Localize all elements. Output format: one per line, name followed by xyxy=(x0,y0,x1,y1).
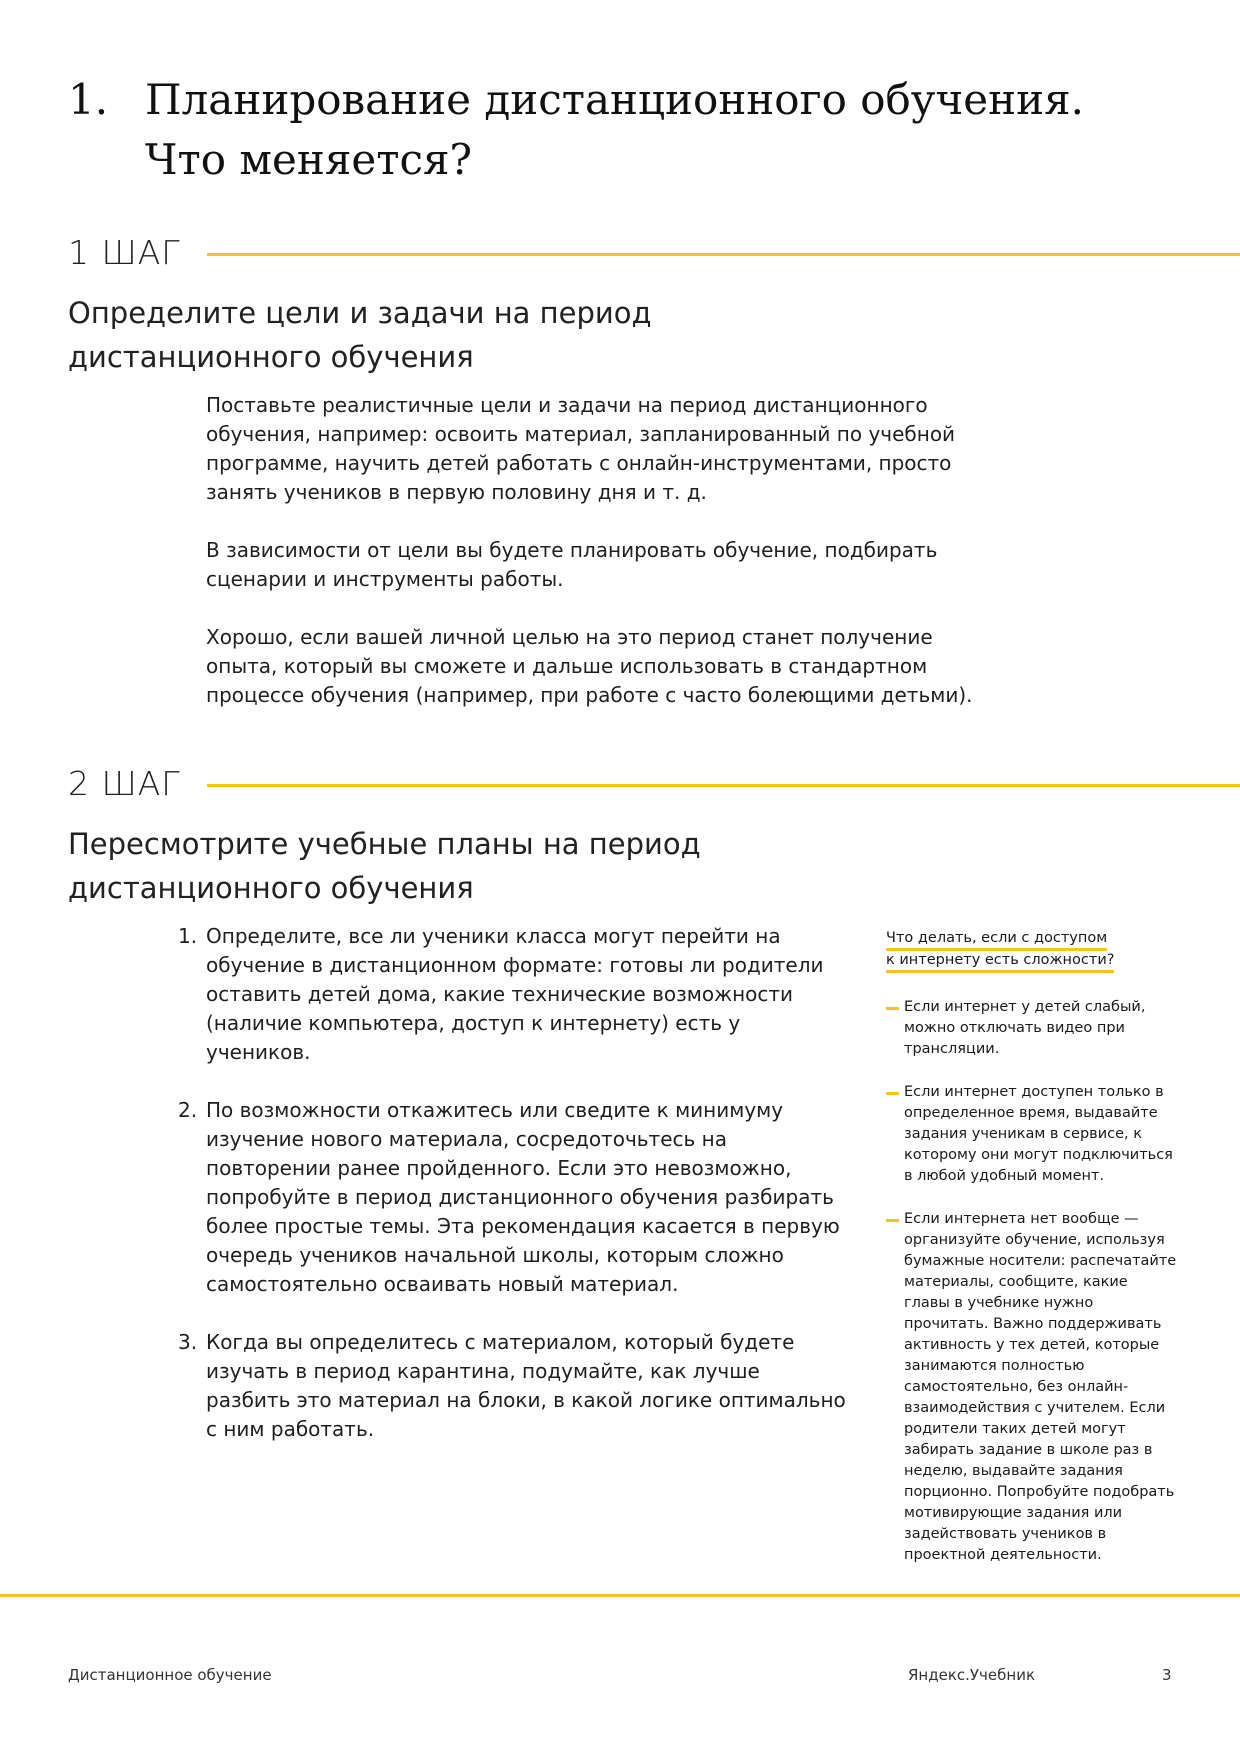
step-2-label: 2 ШАГ xyxy=(68,764,181,803)
list-item-text: Определите, все ли ученики класса могут перейти на обучение в дистанционном формате: готовы ли родители оставить детей дома, какие технические возможности (наличие компьютера, доступ к интернету) есть у учеников. xyxy=(206,924,824,1064)
step-1-body xyxy=(206,391,996,710)
footer-doc-title: Дистанционное обучение xyxy=(68,1666,272,1684)
step-1-heading: Определите цели и задачи на период дистанционного обучения xyxy=(68,296,652,374)
list-item-text: Когда вы определитесь с материалом, который будете изучать в период карантина, подумайте, как лучше разбить это материал на блоки, в какой логике оптимально с ним работать. xyxy=(206,1330,846,1441)
sidebar-note xyxy=(886,927,1178,1588)
list-item-number: 3. xyxy=(178,1330,198,1354)
sidebar-title: Что делать, если с доступом к интернету есть сложности? xyxy=(886,930,1114,973)
step-1-paragraph-1: Поставьте реалистичные цели и задачи на период дистанционного обучения, например: освоить материал, запланированный по учебной программе, научить детей работать с онлайн-инструментами, просто занять учеников в первую половину дня и т. д. xyxy=(206,393,956,504)
list-item xyxy=(178,1096,846,1299)
footer-brand: Яндекс.Учебник xyxy=(908,1666,1036,1684)
list-item-text: По возможности откажитесь или сведите к минимуму изучение нового материала, сосредоточьтесь на повторении ранее пройденного. Если это невозможно, попробуйте в период дистанционного обучения разбирать более простые темы. Эта рекомендация касается в первую очередь учеников начальной школы, которым сложно самостоятельно осваивать новый материал. xyxy=(206,1098,840,1296)
dash-bullet-icon xyxy=(886,1092,899,1095)
sidebar-item xyxy=(886,997,1178,1060)
footer-divider xyxy=(0,1594,1240,1597)
sidebar-list xyxy=(886,997,1178,1566)
list-item xyxy=(178,1328,846,1444)
dash-bullet-icon xyxy=(886,1007,899,1010)
page-number: 3 xyxy=(1162,1666,1172,1684)
step-1-label: 1 ШАГ xyxy=(68,233,181,272)
step-2-list xyxy=(178,922,846,1444)
step-1-paragraph-3: Хорошо, если вашей личной целью на это период станет получение опыта, который вы сможете и дальше использовать в стандартном процессе обучения (например, при работе с часто болеющими детьми). xyxy=(206,625,973,707)
step-2-divider xyxy=(207,784,1240,787)
sidebar-item-text: Если интернета нет вообще — организуйте обучение, используя бумажные носители: распечатайте материалы, сообщите, какие главы в учебнике нужно прочитать. Важно поддерживать активность у тех детей, которые занимаются полностью самостоятельно, без онлайн-взаимодействия с учителем. Если родители таких детей могут забирать задание в школе раз в неделю, выдавайте задания порционно. Попробуйте подобрать мотивирующие задания или задействовать учеников в проектной деятельности. xyxy=(904,1211,1177,1563)
section-title-text: Планирование дистанционного обучения. Что меняется? xyxy=(145,75,1084,184)
step-1-paragraph-2: В зависимости от цели вы будете планировать обучение, подбирать сценарии и инструменты работы. xyxy=(206,538,938,591)
step-1-divider xyxy=(207,253,1240,256)
dash-bullet-icon xyxy=(886,1219,899,1222)
sidebar-item-text: Если интернет доступен только в определенное время, выдавайте задания ученикам в сервисе, к которому они могут подключиться в любой удобный момент. xyxy=(904,1084,1173,1184)
list-item-number: 2. xyxy=(178,1098,198,1122)
sidebar-item xyxy=(886,1209,1178,1566)
section-number: 1. xyxy=(68,75,109,124)
sidebar-item xyxy=(886,1082,1178,1187)
list-item-number: 1. xyxy=(178,924,198,948)
step-2-heading: Пересмотрите учебные планы на период дистанционного обучения xyxy=(68,827,701,905)
sidebar-item-text: Если интернет у детей слабый, можно отключать видео при трансляции. xyxy=(904,999,1146,1057)
list-item xyxy=(178,922,846,1067)
